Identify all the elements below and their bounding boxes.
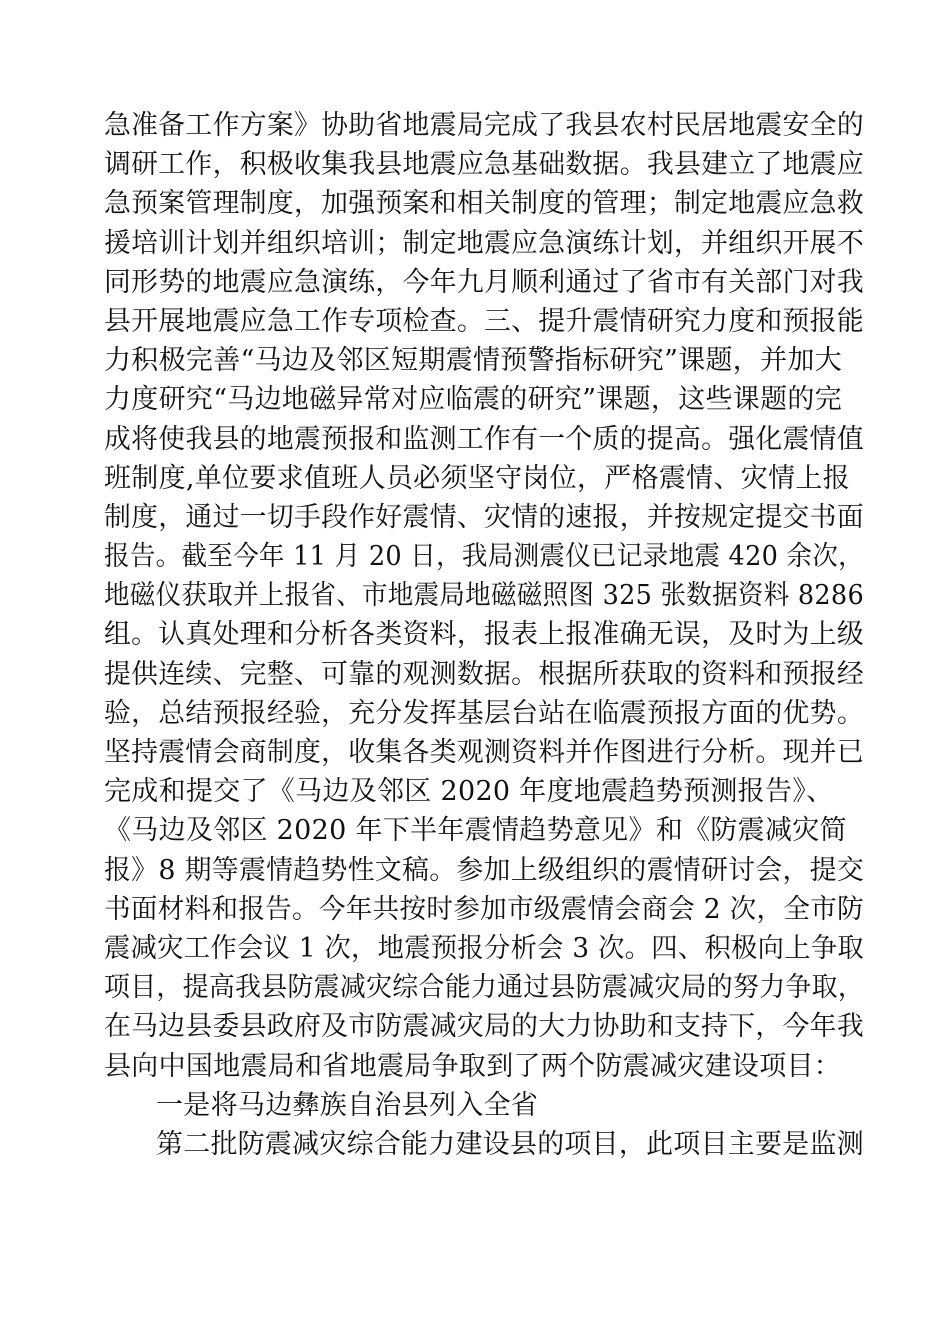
text-line-20: 报》8 期等震情趋势性文稿。参加上级组织的震情研讨会，提交 bbox=[104, 854, 865, 886]
text-line-15: 提供连续、完整、可靠的观测数据。根据所获取的资料和预报经 bbox=[104, 658, 864, 690]
text-line-25: 县向中国地震局和省地震局争取到了两个防震减灾建设项目： bbox=[104, 1050, 842, 1082]
text-line-26: 一是将马边彝族自治县列入全省 bbox=[156, 1089, 539, 1121]
text-line-12: 报告。截至今年 11 月 20 日，我局测震仪已记录地震 420 余次， bbox=[104, 541, 864, 573]
text-line-9: 成将使我县的地震预报和监测工作有一个质的提高。强化震情值 bbox=[104, 423, 864, 455]
text-line-2: 调研工作，积极收集我县地震应急基础数据。我县建立了地震应 bbox=[104, 149, 864, 181]
text-line-16: 验，总结预报经验，充分发挥基层台站在临震预报方面的优势。 bbox=[104, 697, 864, 729]
text-line-11: 制度，通过一切手段作好震情、灾情的速报，并按规定提交书面 bbox=[104, 501, 864, 533]
text-line-22: 震减灾工作会议 1 次，地震预报分析会 3 次。四、积极向上争取 bbox=[104, 932, 865, 964]
text-line-4: 援培训计划并组织培训；制定地震应急演练计划，并组织开展不 bbox=[104, 227, 864, 259]
body-text bbox=[104, 106, 864, 1164]
text-line-23: 项目，提高我县防震减灾综合能力通过县防震减灾局的努力争取， bbox=[104, 972, 865, 1004]
text-line-17: 坚持震情会商制度，收集各类观测资料并作图进行分析。现并已 bbox=[104, 737, 864, 768]
text-line-21: 书面材料和报告。今年共按时参加市级震情会商会 2 次，全市防 bbox=[104, 893, 864, 925]
text-line-19: 《马边及邻区 2020 年下半年震情趋势意见》和《防震减灾简 bbox=[104, 815, 847, 847]
text-line-3: 急预案管理制度，加强预案和相关制度的管理；制定地震应急救 bbox=[104, 188, 864, 220]
text-line-7: 力积极完善“马边及邻区短期震情预警指标研究”课题，并加大 bbox=[104, 345, 843, 377]
text-line-10: 班制度,单位要求值班人员必须坚守岗位，严格震情、灾情上报 bbox=[104, 462, 850, 494]
text-line-24: 在马边县委县政府及市防震减灾局的大力协助和支持下，今年我 bbox=[104, 1011, 864, 1043]
text-line-14: 组。认真处理和分析各类资料，报表上报准确无误，及时为上级 bbox=[104, 619, 864, 651]
text-line-5: 同形势的地震应急演练，今年九月顺利通过了省市有关部门对我 bbox=[104, 266, 864, 298]
text-line-18: 完成和提交了《马边及邻区 2020 年度地震趋势预测报告》、 bbox=[104, 776, 834, 808]
text-line-8: 力度研究“马边地磁异常对应临震的研究”课题，这些课题的完 bbox=[104, 384, 843, 416]
text-line-1: 急准备工作方案》协助省地震局完成了我县农村民居地震安全的 bbox=[104, 110, 864, 141]
text-line-13: 地磁仪获取并上报省、市地震局地磁磁照图 325 张数据资料 8286 bbox=[104, 580, 864, 612]
text-line-27: 第二批防震减灾综合能力建设县的项目，此项目主要是监测 bbox=[156, 1128, 864, 1160]
text-line-6: 县开展地震应急工作专项检查。三、提升震情研究力度和预报能 bbox=[104, 305, 864, 337]
